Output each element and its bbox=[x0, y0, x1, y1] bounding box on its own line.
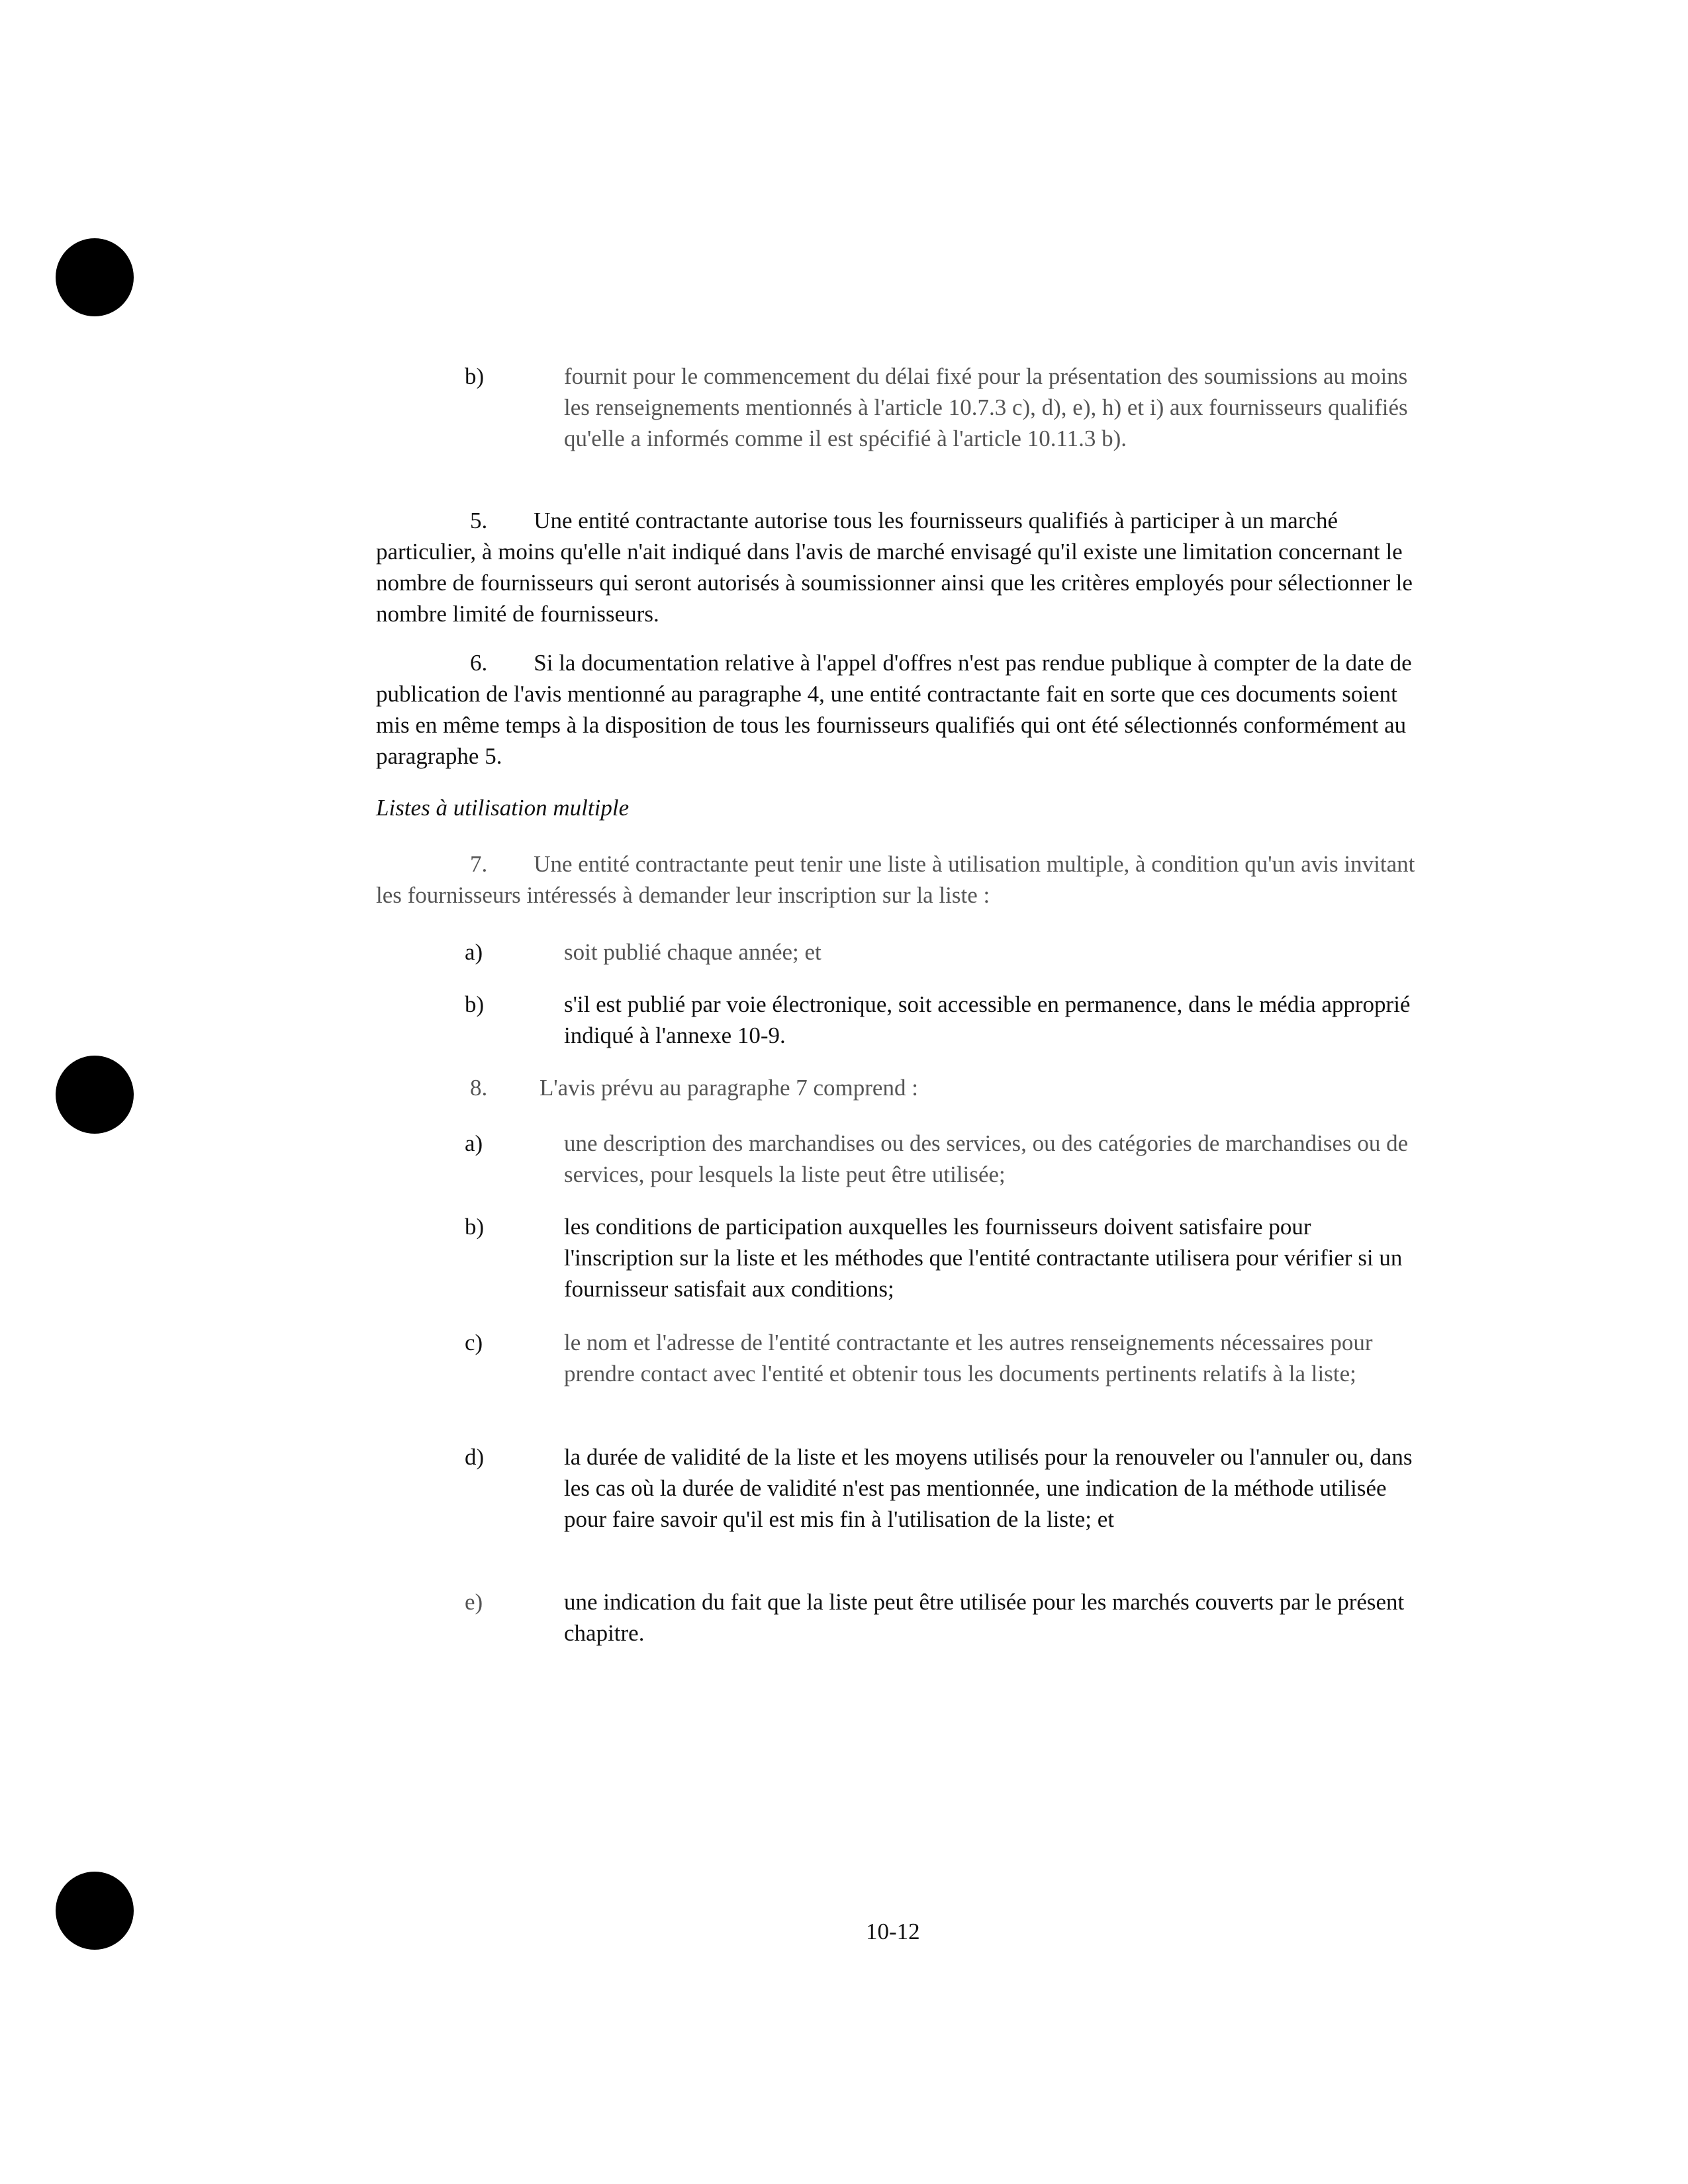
section-heading: Listes à utilisation multiple bbox=[376, 795, 630, 821]
item-label: a) bbox=[465, 1130, 483, 1156]
paragraph-8: 8. L'avis prévu au paragraphe 7 comprend : bbox=[470, 1075, 918, 1101]
punch-hole bbox=[56, 1056, 134, 1134]
item-text: la durée de validité de la liste et les moyens utilisés pour la renouveler ou l'annuler ou, dans les cas où la durée de validité n'est pas mentionnée, une indication de la méthode utilisée pour faire savoir qu'il est mis fin à l'utilisation de la liste; et bbox=[564, 1444, 1413, 1532]
punch-hole bbox=[56, 238, 134, 316]
item-text: les conditions de participation auxquelles les fournisseurs doivent satisfaire pour l'inscription sur la liste et les méthodes que l'entité contractante utilisera pour vérifier si un fournisseur satisfait aux conditions; bbox=[564, 1214, 1403, 1302]
item-label: e) bbox=[465, 1589, 483, 1615]
paragraph-5: 5. Une entité contractante autorise tous les fournisseurs qualifiés à participer à un marché particulier, à moins qu'elle n'ait indiqué dans l'avis de marché envisagé qu'il existe une limitation concernant le nombre de fournisseurs qui seront autorisés à soumissionner ainsi que les critères employés pour sélectionner le nombre limité de fournisseurs. bbox=[376, 508, 1413, 627]
paragraph-6: 6. Si la documentation relative à l'appel d'offres n'est pas rendue publique à compter de la date de publication de l'avis mentionné au paragraphe 4, une entité contractante fait en sorte que ces documents soient mis en même temps à la disposition de tous les fournisseurs qualifiés qui ont été sélectionnés conformément au paragraphe 5. bbox=[376, 650, 1412, 769]
item-label: c) bbox=[465, 1330, 483, 1355]
item-text: soit publié chaque année; et bbox=[564, 939, 821, 965]
item-text: s'il est publié par voie électronique, soit accessible en permanence, dans le média approprié indiqué à l'annexe 10-9. bbox=[564, 991, 1411, 1048]
item-text: fournit pour le commencement du délai fixé pour la présentation des soumissions au moins les renseignements mentionnés à l'article 10.7.3 c), d), e), h) et i) aux fournisseurs qualifiés qu'elle a informés comme il est spécifié à l'article 10.11.3 b). bbox=[564, 363, 1408, 451]
paragraph-7: 7. Une entité contractante peut tenir une liste à utilisation multiple, à condition qu'un avis invitant les fournisseurs intéressés à demander leur inscription sur la liste : bbox=[376, 851, 1415, 908]
punch-hole bbox=[56, 1872, 134, 1950]
item-label: b) bbox=[465, 1214, 485, 1240]
item-label: b) bbox=[465, 991, 485, 1017]
item-text: une description des marchandises ou des services, ou des catégories de marchandises ou de services, pour lesquels la liste peut être utilisée; bbox=[564, 1130, 1409, 1187]
page-number: 10-12 bbox=[866, 1919, 920, 1944]
item-label: b) bbox=[465, 363, 485, 389]
item-text: le nom et l'adresse de l'entité contractante et les autres renseignements nécessaires pour prendre contact avec l'entité et obtenir tous les documents pertinents relatifs à la liste; bbox=[564, 1330, 1373, 1387]
item-label: a) bbox=[465, 939, 483, 965]
item-label: d) bbox=[465, 1444, 485, 1470]
item-text: une indication du fait que la liste peut être utilisée pour les marchés couverts par le présent chapitre. bbox=[564, 1589, 1405, 1646]
